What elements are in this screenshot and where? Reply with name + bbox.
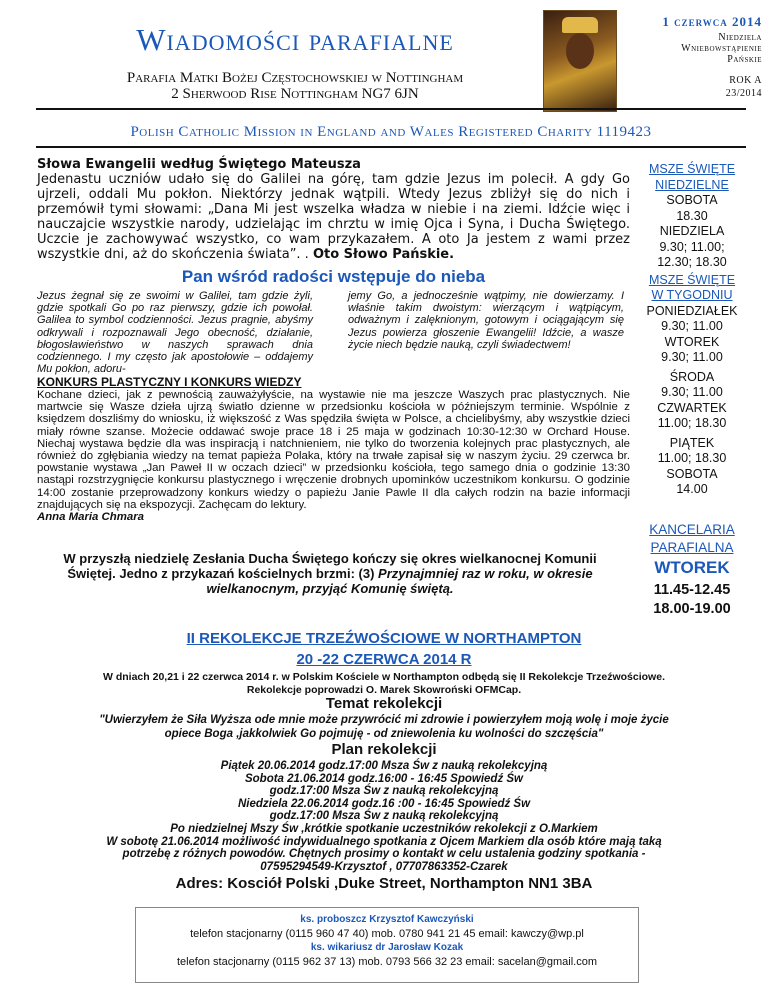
vicar-contact: telefon stacjonarny (0115 962 37 13) mob. 0793 566 32 23 email: sacelan@gmail.com [176, 956, 598, 968]
retreat-theme: "Uwierzyłem że Siła Wyższa ode mnie może przywrócić mi zdrowie i powierzyłem moją wolę i moje życie opiece Boga ,jakkolwiek Go pojmuję - od zniewolenia ku wolności do szczęścia" [99, 714, 669, 740]
office-hours: 11.45-12.45 [653, 582, 731, 598]
contest-title: KONKURS PLASTYCZNY I KONKURS WIEDZY [37, 375, 302, 389]
mission-line: Polish Catholic Mission in England and Wales Registered Charity 1119423 [130, 124, 652, 140]
weekday-day: ŚRODA [669, 369, 715, 384]
retreat-title: II REKOLEKCJE TRZEŹWOŚCIOWE W NORTHAMPTON 20 -22 CZERWCA 2014 R [186, 630, 582, 668]
saturday-times: 18.30 [676, 208, 708, 223]
weekday-times: 9.30; 11.00 [661, 385, 723, 399]
saturday-label: SOBOTA [666, 193, 718, 207]
issue-number: ROK A 23/2014 [725, 75, 762, 99]
priest-name: ks. proboszcz Krzysztof Kawczyński [300, 914, 474, 925]
contest-section [37, 389, 630, 523]
sunday-times: 9.30; 11.00; [659, 239, 725, 254]
parish-office-link[interactable]: KANCELARIA PARAFIALNA [649, 522, 735, 555]
gospel-end: Oto Słowo Pańskie. [312, 247, 455, 262]
list-item: godz.17:00 Msza Św z nauką rekolekcyjną [269, 810, 499, 823]
weekday-times: 11.00; 18.30 [657, 416, 727, 430]
crown-icon [562, 17, 598, 33]
list-item: godz.17:00 Msza Św z nauką rekolekcyjną [269, 785, 499, 798]
contest-body: Kochane dzieci, jak z pewnością zauważyłyście, na wystawie nie ma jeszcze Waszych prac plastycznych. Nie martwcie się Wasze dzieła ujrzą światło dzienne w przedsionku kościoła w późniejszym terminie. Wspólnie z księdzem doszliśmy do wniosku, iż większość z Was spędziła święta w Polsce, a chcielibyśmy, aby wszystkie dzieci miały równe szanse. Możecie oddawać swoje prace 18 i 25 maja w godzinach 10:30-12:30 w Orchard House. Niechaj wystawa będzie dla was inspiracją i natchnieniem, nie tylko do tworzenia kolejnych prac plastycznych, ale również do zgłębiania wiedzy na temat papieża Polaka, który na trwałe zapisał się w naszym życiu. 29 czerwca br. powstanie wystawa „Jan Paweł II w oczach dzieci” w przedsionku kościoła, tego samego dnia o godzinie 13:30 nastąpi rozstrzygnięcie konkursu plastycznego i wręczenie drobnych upominków uczestnikom konkursu. O godzinie 14:00 zostanie przeprowadzony konkurs wiedzy o papieżu Janie Pawle II dla całych rodzin na bazie informacji znajdujących się na ekspozycji. Zachęcam do lektury. [37, 389, 630, 511]
divider [36, 146, 746, 148]
priest-contact: telefon stacjonarny (0115 960 47 40) mob. 0780 941 21 45 email: kawczy@wp.pl [190, 928, 584, 940]
issue-date: 1 czerwca 2014 [662, 14, 762, 29]
page-title: Wiadomości parafialne [136, 22, 454, 57]
parish-name: Parafia Matki Bożej Częstochowskiej w Nottingham [126, 70, 464, 86]
weekday-day: WTOREK [664, 334, 720, 349]
list-item: Sobota 21.06.2014 godz.16:00 - 16:45 Spowiedź Św [244, 772, 524, 785]
reflection-col-1: Jezus żegnał się ze swoimi w Galilei, tam gdzie żyli, gdzie spotkali Go po raz pierwszy, gdzie ich powołał. Galilea to symbol codzienności. Jezus pragnie, abyśmy odkrywali i rozpoznawali Jego obecność, działanie, błogosławieństwo w naszych sprawach dnia codziennego. I my często jak apostołowie – oddajemy Mu pokłon, adoru- [37, 290, 313, 376]
weekday-day: PIĄTEK [669, 435, 715, 450]
sunday-times: 12.30; 18.30 [657, 255, 727, 269]
retreat-intro: W dniach 20,21 i 22 czerwca 2014 r. w Polskim Kościele w Northampton odbędą się II Rekolekcje Trzeźwościowe. Rekolekcje poprowadzi O. Marek Skowroński OFMCap. [103, 671, 665, 696]
list-item: Niedziela 22.06.2014 godz.16 :00 - 16:45 Spowiedź Św [237, 797, 531, 810]
weekday-day: CZWARTEK [657, 400, 727, 415]
list-item: potrzebę z różnych powodów. Chętnych prosimy o kontakt w celu ustalenia godziny spotkania - [122, 848, 646, 861]
divider [36, 108, 746, 110]
retreat-address: Adres: Kosciół Polski ,Duke Street, Northampton NN1 3BA [175, 875, 593, 892]
retreat-theme-heading: Temat rekolekcji [325, 695, 443, 712]
pentecost-notice: W przyszłą niedzielę Zesłania Ducha Świętego kończy się okres wielkanocnej Komunii Świętej. Jedno z przykazań kościelnych brzmi: (3) Przynajmniej raz w roku, w okresie wielkanocnym, przyjąć Komunię świętą. [63, 551, 597, 596]
weekday-times: 9.30; 11.00 [661, 319, 723, 333]
office-hours: 18.00-19.00 [653, 601, 731, 617]
contest-author: Anna Maria Chmara [37, 511, 144, 524]
office-day: WTOREK [654, 558, 730, 577]
list-item: Po niedzielnej Mszy Św ,krótkie spotkanie uczestników rekolekcji z O.Markiem [170, 822, 598, 835]
retreat-plan-heading: Plan rekolekcji [331, 741, 437, 758]
gospel-body: Jedenastu uczniów udało się do Galilei na górę, tam gdzie Jezus im polecił. A gdy Go ujrzeli, oddali Mu pokłon. Niektórzy jednak wątpili. Wtedy Jezus zbliżył się do nich i przemówił tymi słowami: „Dana Mi jest wszelka władza w niebie i na ziemi. Idźcie więc i nauczajcie wszystkie narody, udzielając im chrztu w imię Ojca i Syna, i Ducha Świętego. Uczcie je zachowywać wszystko, co wam przykazałem. A oto Ja jestem z wami przez wszystkie dni, aż do skończenia świata”. . [37, 172, 630, 262]
retreat-plan [30, 760, 738, 873]
weekday-times: 11.00; 18.30 [657, 451, 727, 465]
weekday-times: 14.00 [676, 482, 708, 496]
list-item: Piątek 20.06.2014 godz.17:00 Msza Św z nauką rekolekcyjną [220, 760, 548, 772]
sunday-masses-link[interactable]: MSZE ŚWIĘTE NIEDZIELNE [648, 162, 736, 192]
sunday-label: NIEDZIELA [659, 224, 725, 238]
weekday-day: SOBOTA [666, 466, 718, 481]
gospel-title: Słowa Ewangelii według Świętego Mateusza [37, 157, 361, 172]
madonna-icon [543, 10, 617, 112]
contact-box [135, 907, 639, 983]
mass-schedule [620, 162, 764, 498]
liturgical-day: Niedziela Wniebowstąpienie Pańskie [681, 32, 762, 65]
reflection-col-2: jemy Go, a jednocześnie wątpimy, nie dowierzamy. I właśnie takim dwoistym: wierzącym i wątpiącym, odważnym i zalęknionym, gotowym i ociągającym się Jezus powierza głoszenie Ewangelii! Idźcie, a wasze życie niech będzie nauką, czyli świadectwem! [348, 290, 624, 351]
weekday-day: PONIEDZIAŁEK [646, 303, 738, 318]
parish-address [60, 70, 530, 102]
reflection-headline: Pan wśród radości wstępuje do nieba [181, 267, 486, 286]
weekday-masses-link[interactable]: MSZE ŚWIĘTE W TYGODNIU [648, 272, 736, 302]
parish-street: 2 Sherwood Rise Nottingham NG7 6JN [171, 86, 419, 102]
gospel-section [37, 157, 630, 262]
face-icon [566, 33, 594, 69]
list-item: W sobotę 21.06.2014 możliwość indywidualnego spotkania z Ojcem Markiem dla osób które mają taką [106, 835, 662, 848]
vicar-name: ks. wikariusz dr Jarosław Kozak [310, 942, 464, 953]
list-item: 07595294549-Krzysztof , 07707863352-Czarek [260, 860, 508, 873]
weekday-times: 9.30; 11.00 [661, 350, 723, 364]
parish-office [620, 521, 764, 619]
